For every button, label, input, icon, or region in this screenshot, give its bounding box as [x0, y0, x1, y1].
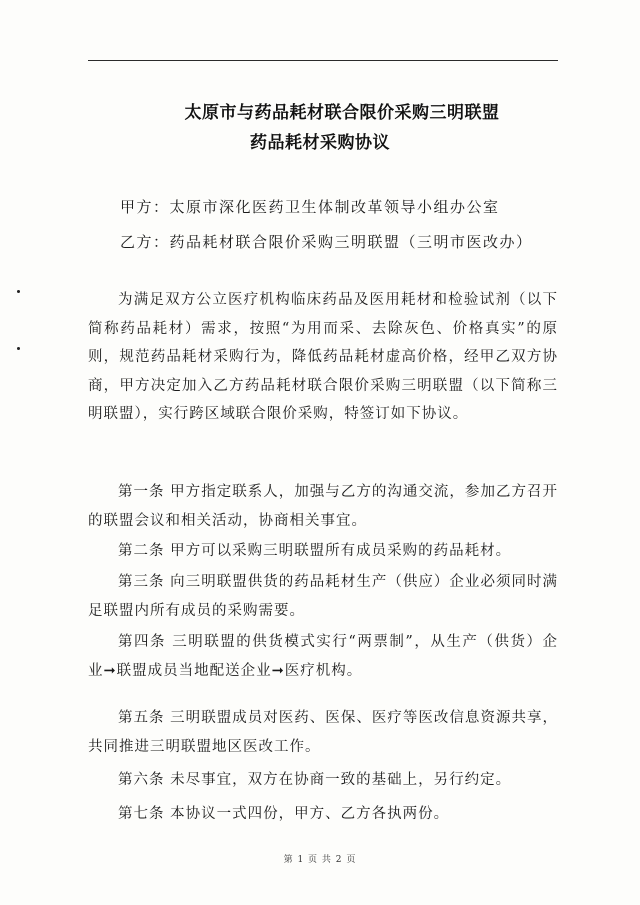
- article-1: 第一条 甲方指定联系人，加强与乙方的沟通交流，参加乙方召开的联盟会议和相关活动，协商相关事宜。: [88, 484, 558, 529]
- party-a: 甲方：太原市深化医药卫生体制改革领导小组办公室: [120, 198, 500, 216]
- page-footer: 第 1 页 共 2 页: [283, 855, 357, 865]
- top-rule: [88, 60, 558, 61]
- party-b: 乙方：药品耗材联合限价采购三明联盟（三明市医改办）: [120, 233, 533, 251]
- document-title-line1: 太原市与药品耗材联合限价采购三明联盟: [184, 103, 500, 123]
- article-2: 第二条 甲方可以采购三明联盟所有成员采购的药品耗材。: [118, 543, 512, 559]
- scan-mark: [17, 290, 20, 293]
- document-title-line2: 药品耗材采购协议: [250, 133, 390, 153]
- article-7: 第七条 本协议一式四份，甲方、乙方各执两份。: [118, 806, 450, 822]
- scan-mark: [17, 347, 20, 350]
- article-5: 第五条 三明联盟成员对医药、医保、医疗等医改信息资源共享，共同推进三明联盟地区医改工作。: [88, 710, 558, 755]
- intro-paragraph: 为满足双方公立医疗机构临床药品及医用耗材和检验试剂（以下简称药品耗材）需求，按照“为用而采、去除灰色、价格真实”的原则，规范药品耗材采购行为，降低药品耗材虚高价格，经甲乙双方协商，甲方决定加入乙方药品耗材联合限价采购三明联盟（以下简称三明联盟），实行跨区域联合限价采购，特签订如下协议。: [88, 292, 558, 422]
- article-6: 第六条 未尽事宜，双方在协商一致的基础上，另行约定。: [118, 772, 512, 788]
- article-4: 第四条 三明联盟的供货模式实行“两票制”，从生产（供货）企业➞联盟成员当地配送企业➞医疗机构。: [88, 634, 558, 679]
- article-3: 第三条 向三明联盟供货的药品耗材生产（供应）企业必须同时满足联盟内所有成员的采购需要。: [88, 574, 558, 619]
